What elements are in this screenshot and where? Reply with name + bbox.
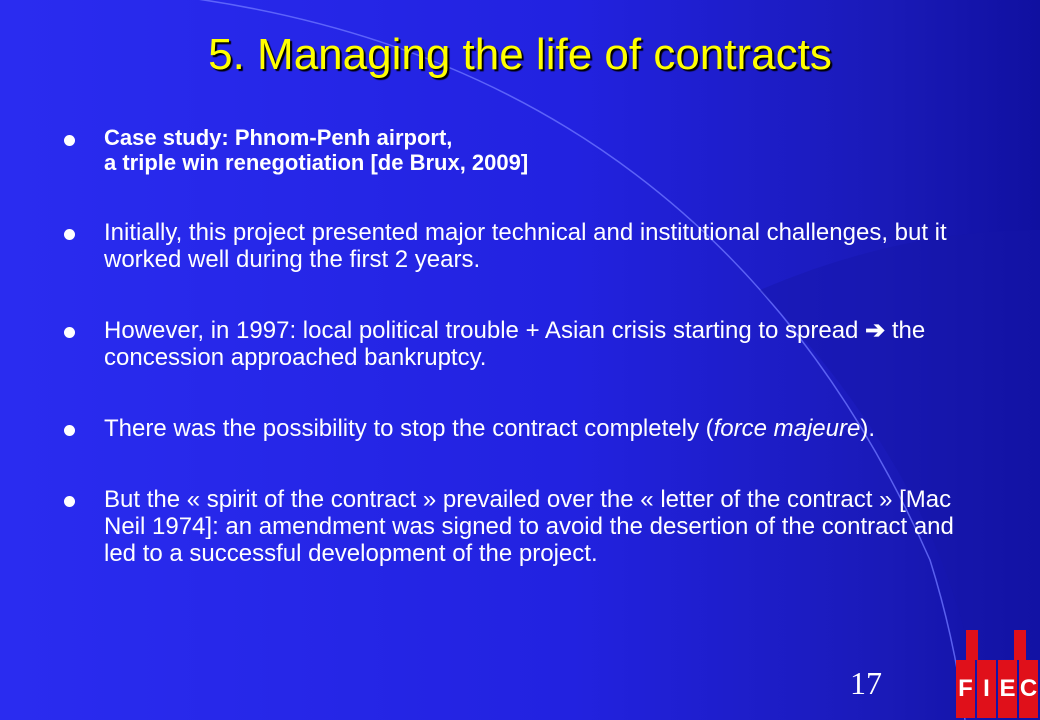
bullet-dot-icon (64, 135, 75, 146)
bullet-case-study (64, 125, 964, 175)
bullet-spirit (64, 486, 964, 567)
bullet-text: Case study: Phnom-Penh airport, (104, 125, 453, 150)
bullet-text: But the « spirit of the contract » prevailed over the « letter of the contract » [Mac Neil 1974]: an amendment was signed to avoid the desertion of the contract and led to a successful development of the project. (104, 486, 954, 567)
bullet-possibility (64, 415, 964, 442)
bullet-dot-icon (64, 327, 75, 338)
logo-letter: E (998, 660, 1017, 718)
bullet-text: ). (860, 415, 876, 442)
bullet-text: Initially, this project presented major technical and institutional challenges, but it worked well during the first 2 years. (104, 219, 947, 273)
bullet-italic-text: force majeure (713, 415, 861, 442)
bullet-list (64, 125, 964, 567)
bullet-dot-icon (64, 496, 75, 507)
bullet-dot-icon (64, 229, 75, 240)
bullet-text: There was the possibility to stop the contract completely ( (104, 415, 714, 442)
right-arrow-icon: ➔ (865, 317, 886, 344)
bullet-dot-icon (64, 425, 75, 436)
logo-letter: F (956, 660, 975, 718)
bullet-text: a triple win renegotiation [de Brux, 2009] (104, 150, 529, 175)
bullet-initially (64, 219, 964, 273)
bullet-text: However, in 1997: local political trouble + Asian crisis starting to spread (104, 317, 866, 344)
bullet-text: the concession approached bankruptcy. (104, 317, 926, 371)
logo-letter: C (1019, 660, 1038, 718)
fiec-logo (952, 630, 1040, 720)
logo-letter: I (977, 660, 996, 718)
bullet-however (64, 317, 964, 371)
page-number: 17 (850, 665, 882, 701)
slide-title: 5. Managing the life of contracts (208, 30, 832, 79)
